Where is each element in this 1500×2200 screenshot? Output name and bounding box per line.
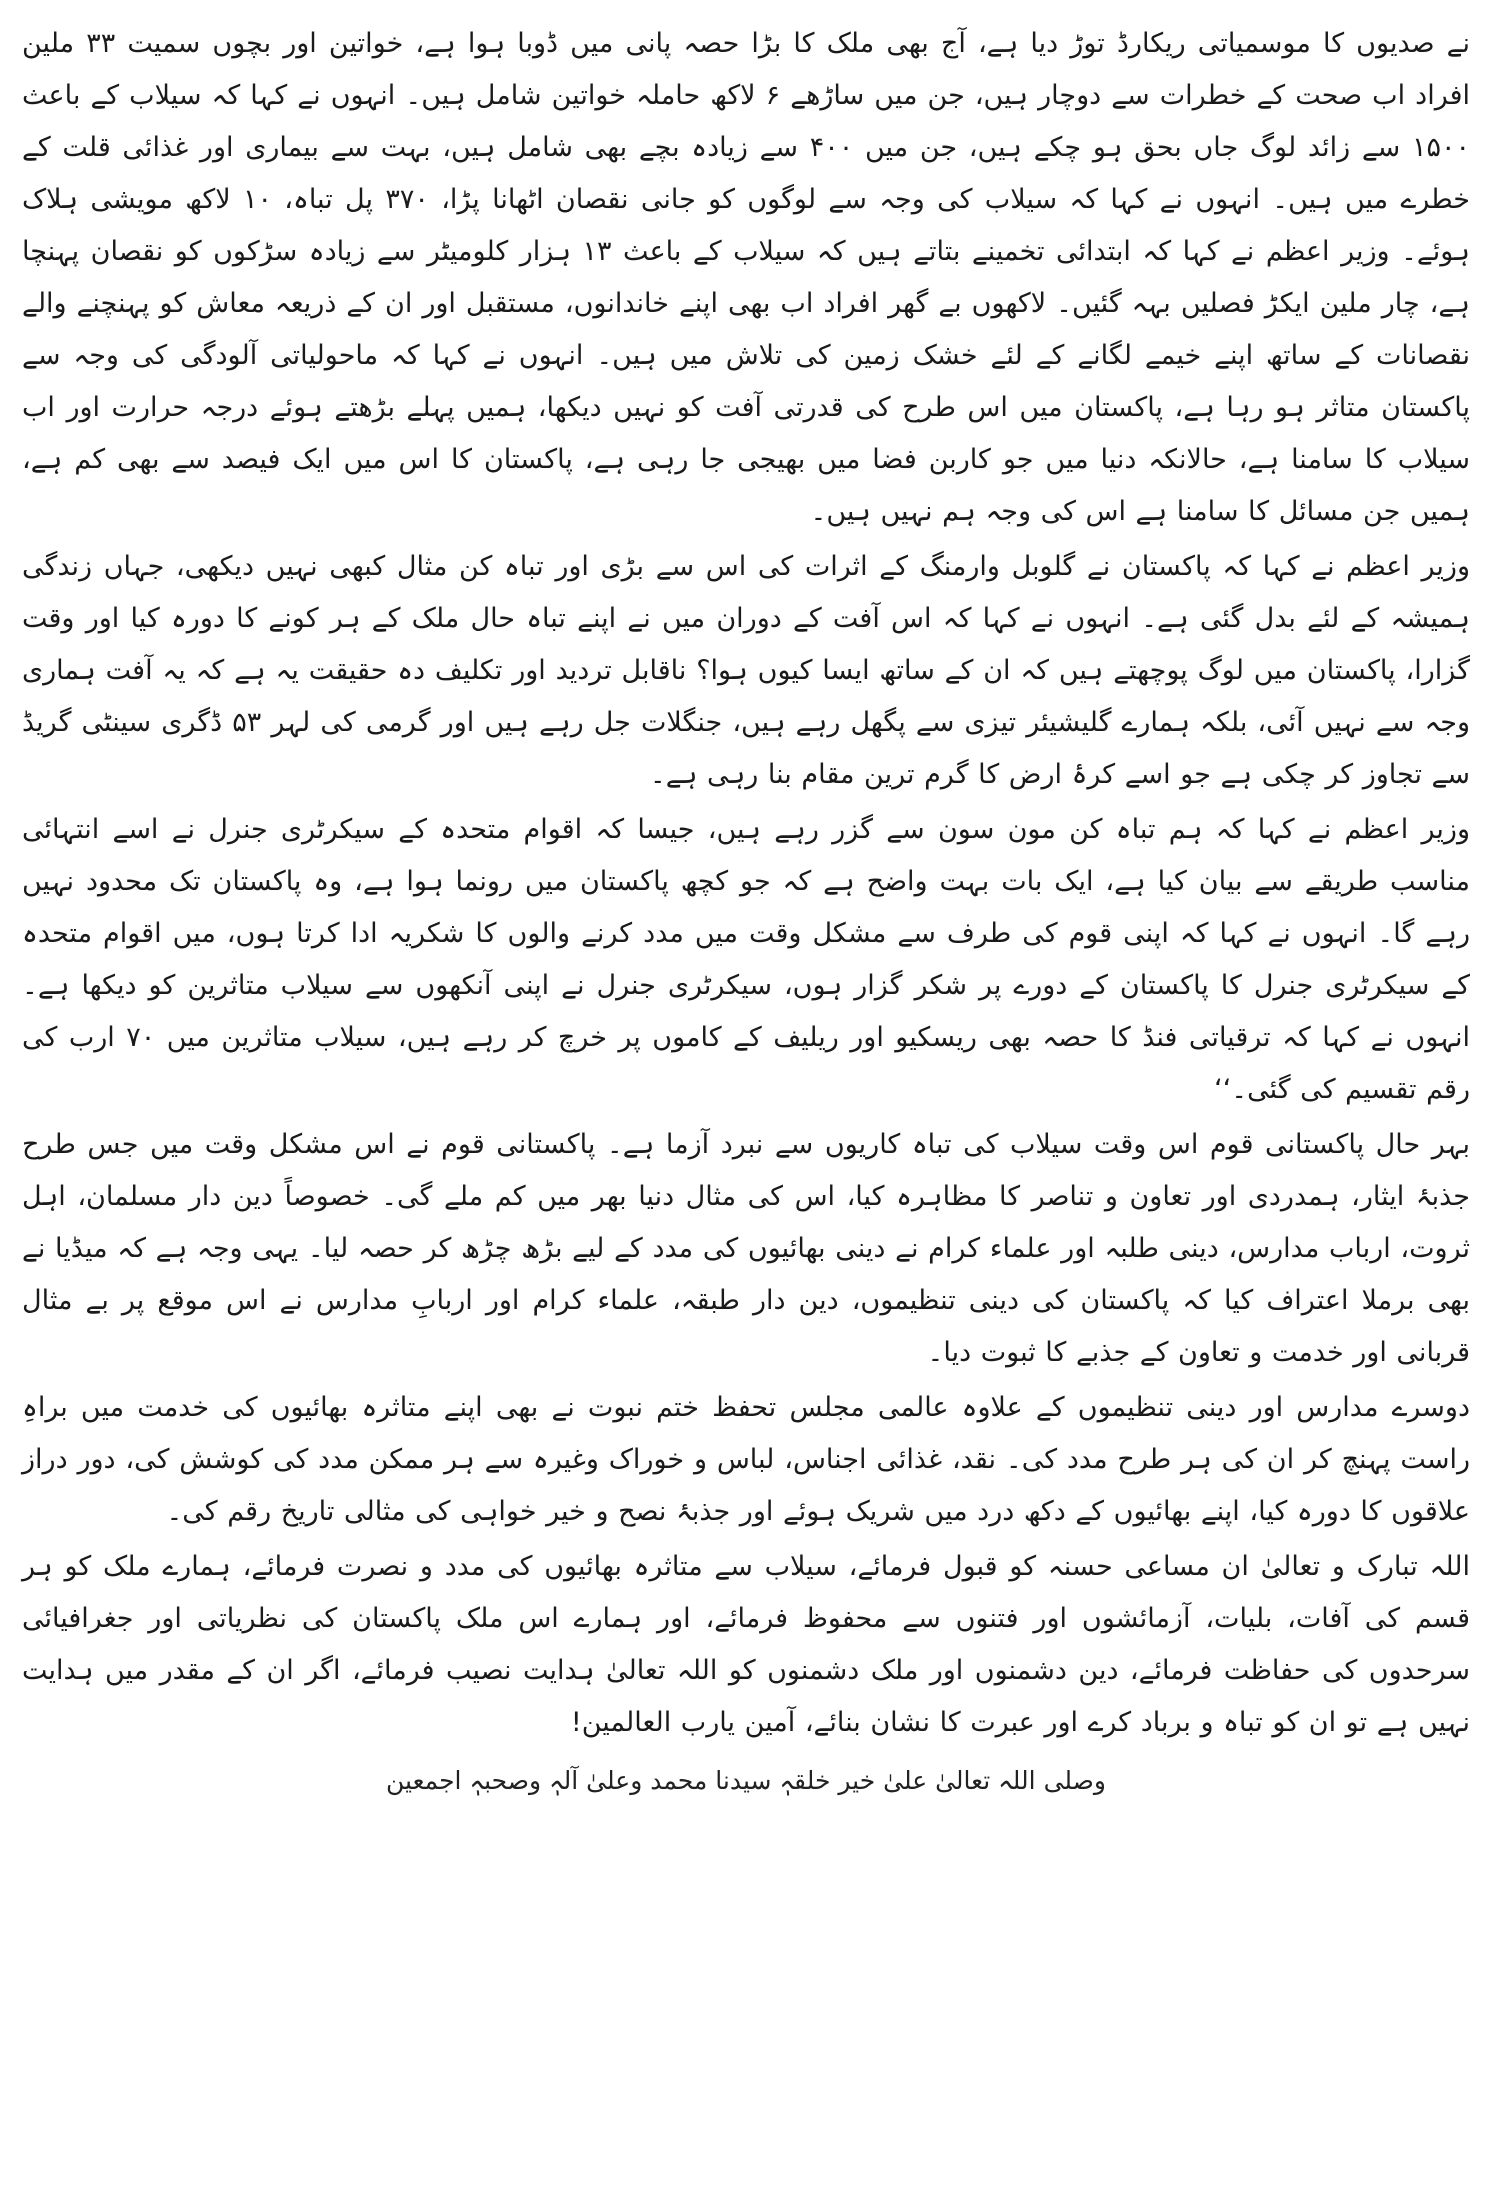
article-paragraph-2: وزیر اعظم نے کہا کہ پاکستان نے گلوبل وارمنگ کے اثرات کی اس سے بڑی اور تباہ کن مثال کبھی نہیں دیکھی، جہاں زندگی ہمیشہ کے لئے بدل گئی ہے۔ انہوں نے کہا کہ اس آفت کے دوران میں نے اپنے تباہ حال ملک کے ہر کونے کا دورہ کیا اور وقت گزارا، پاکستان میں لوگ پوچھتے ہیں کہ ان کے ساتھ ایسا کیوں ہوا؟ ناقابل تردید اور تکلیف دہ حقیقت یہ ہے کہ یہ آفت ہماری وجہ سے نہیں آئی، بلکہ ہمارے گلیشیئر تیزی سے پگھل رہے ہیں، جنگلات جل رہے ہیں اور گرمی کی لہر ۵۳ ڈگری سینٹی گریڈ سے تجاوز کر چکی ہے جو اسے کرۂ ارض کا گرم ترین مقام بنا رہی ہے۔ bbox=[22, 551, 1470, 790]
article-paragraph-1: نے صدیوں کا موسمیاتی ریکارڈ توڑ دیا ہے، آج بھی ملک کا بڑا حصہ پانی میں ڈوبا ہوا ہے، خواتین اور بچوں سمیت ۳۳ ملین افراد اب صحت کے خطرات سے دوچار ہیں، جن میں ساڑھے ۶ لاکھ حاملہ خواتین شامل ہیں۔ انہوں نے کہا کہ سیلاب کے باعث ۱۵۰۰ سے زائد لوگ جاں بحق ہو چکے ہیں، جن میں ۴۰۰ سے زیادہ بچے بھی شامل ہیں، بہت سے بیماری اور غذائی قلت کے خطرے میں ہیں۔ انہوں نے کہا کہ سیلاب کی وجہ سے لوگوں کو جانی نقصان اٹھانا پڑا، ۳۷۰ پل تباہ، ۱۰ لاکھ مویشی ہلاک ہوئے۔ وزیر اعظم نے کہا کہ ابتدائی تخمینے بتاتے ہیں کہ سیلاب کے باعث ۱۳ ہزار کلومیٹر سے زیادہ سڑکوں کو نقصان پہنچا ہے، چار ملین ایکڑ فصلیں بہہ گئیں۔ لاکھوں بے گھر افراد اب بھی اپنے خاندانوں، مستقبل اور ان کے ذریعہ معاش کو پہنچنے والے نقصانات کے ساتھ اپنے خیمے لگانے کے لئے خشک زمین کی تلاش میں ہیں۔ انہوں نے کہا کہ ماحولیاتی آلودگی کی وجہ سے پاکستان متاثر ہو رہا ہے، پاکستان میں اس طرح کی قدرتی آفت کو نہیں دیکھا، ہمیں پہلے بڑھتے ہوئے درجہ حرارت اور اب سیلاب کا سامنا ہے، حالانکہ دنیا میں جو کاربن فضا میں بھیجی جا رہی ہے، پاکستان کا اس میں ایک فیصد سے بھی کم ہے، ہمیں جن مسائل کا سامنا ہے اس کی وجہ ہم نہیں ہیں۔ bbox=[22, 28, 1471, 527]
article-paragraph-5: دوسرے مدارس اور دینی تنظیموں کے علاوہ عالمی مجلس تحفظ ختم نبوت نے بھی اپنے متاثرہ بھائیوں کی خدمت میں براہِ راست پہنچ کر ان کی ہر طرح مدد کی۔ نقد، غذائی اجناس، لباس و خوراک وغیرہ سے ہر ممکن مدد کی کوشش کی، دور دراز علاقوں کا دورہ کیا، اپنے بھائیوں کے دکھ درد میں شریک ہوئے اور جذبۂ نصح و خیر خواہی کی مثالی تاریخ رقم کی۔ bbox=[22, 1392, 1470, 1527]
article-paragraph-3: وزیر اعظم نے کہا کہ ہم تباہ کن مون سون سے گزر رہے ہیں، جیسا کہ اقوام متحدہ کے سیکرٹری جنرل نے اسے انتہائی مناسب طریقے سے بیان کیا ہے، ایک بات بہت واضح ہے کہ جو کچھ پاکستان میں رونما ہوا ہے، وہ پاکستان تک محدود نہیں رہے گا۔ انہوں نے کہا کہ اپنی قوم کی طرف سے مشکل وقت میں مدد کرنے والوں کا شکریہ ادا کرتا ہوں، میں اقوام متحدہ کے سیکرٹری جنرل کا پاکستان کے دورے پر شکر گزار ہوں، سیکرٹری جنرل نے اپنی آنکھوں سے سیلاب متاثرین کو دیکھا ہے۔ انہوں نے کہا کہ ترقیاتی فنڈ کا حصہ بھی ریسکیو اور ریلیف کے کاموں پر خرچ کر رہے ہیں، سیلاب متاثرین میں ۷۰ ارب کی رقم تقسیم کی گئی۔‘‘ bbox=[22, 814, 1470, 1105]
article-paragraph-4: بہر حال پاکستانی قوم اس وقت سیلاب کی تباہ کاریوں سے نبرد آزما ہے۔ پاکستانی قوم نے اس مشکل وقت میں جس طرح جذبۂ ایثار، ہمدردی اور تعاون و تناصر کا مظاہرہ کیا، اس کی مثال دنیا بھر میں کم ملے گی۔ خصوصاً دین دار مسلمان، اہل ثروت، ارباب مدارس، دینی طلبہ اور علماء کرام نے دینی بھائیوں کی مدد کے لیے بڑھ چڑھ کر حصہ لیا۔ یہی وجہ ہے کہ میڈیا نے بھی برملا اعتراف کیا کہ پاکستان کی دینی تنظیموں، دین دار طبقہ، علماء کرام اور اربابِ مدارس نے اس موقع پر بے مثال قربانی اور خدمت و تعاون کے جذبے کا ثبوت دیا۔ bbox=[22, 1129, 1470, 1368]
article-paragraph-6: اللہ تبارک و تعالیٰ ان مساعی حسنہ کو قبول فرمائے، سیلاب سے متاثرہ بھائیوں کی مدد و نصرت فرمائے، ہمارے ملک کو ہر قسم کی آفات، بلیات، آزمائشوں اور فتنوں سے محفوظ فرمائے، اور ہمارے اس ملک پاکستان کی نظریاتی اور جغرافیائی سرحدوں کی حفاظت فرمائے، دین دشمنوں اور ملک دشمنوں کو اللہ تعالیٰ ہدایت نصیب فرمائے، اگر ان کے مقدر میں ہدایت نہیں ہے تو ان کو تباہ و برباد کرے اور عبرت کا نشان بنائے، آمین یارب العالمین! bbox=[22, 1551, 1470, 1738]
closing-salutation: وصلی اللہ تعالیٰ علیٰ خیر خلقہٖ سیدنا محمد وعلیٰ آلہٖ وصحبہٖ اجمعین bbox=[386, 1766, 1106, 1795]
